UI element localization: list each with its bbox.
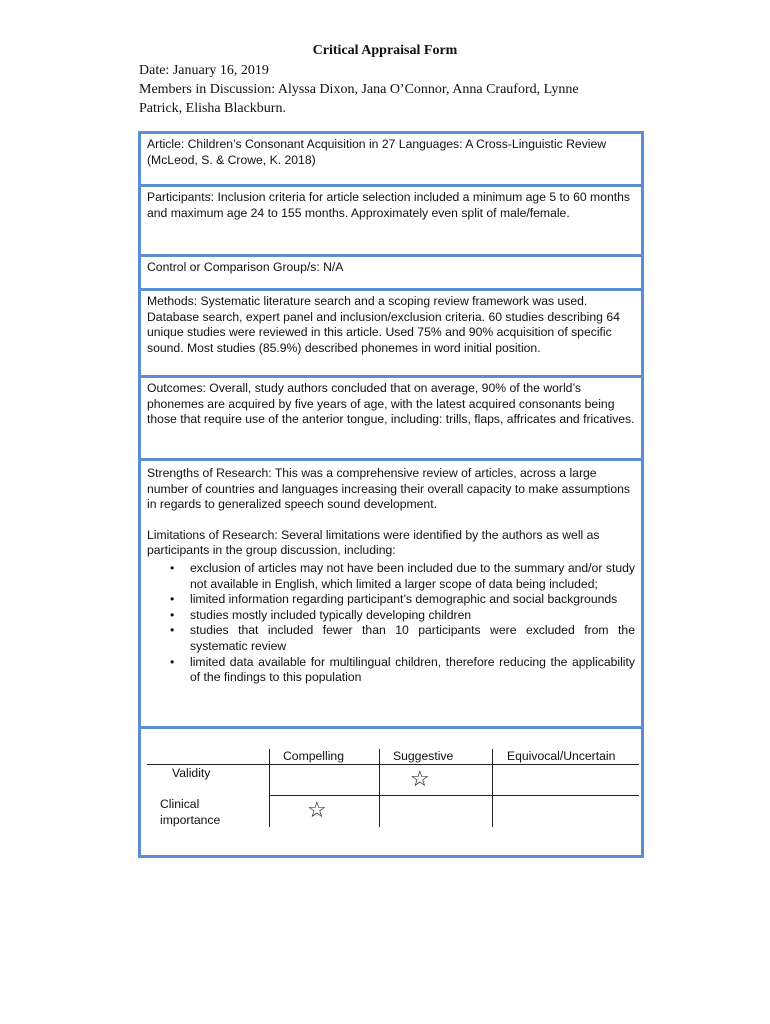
column-header-suggestive: Suggestive — [393, 749, 454, 763]
grid-line — [269, 795, 639, 796]
strengths-limitations-section — [141, 461, 641, 729]
list-item: • exclusion of articles may not have been included due to the summary and/or study not available in English, which limited a larger scope of data being included; — [190, 561, 635, 592]
grid-line — [379, 749, 380, 827]
row-label-clinical-importance: Clinical importance — [160, 797, 221, 827]
methods-section — [141, 291, 641, 378]
grid-line — [492, 749, 493, 827]
members-line-2: Patrick, Elisha Blackburn. — [139, 101, 286, 116]
article-text: Article: Children’s Consonant Acquisition in 27 Languages: A Cross-Linguistic Review (McLeod, S. & Crowe, K. 2018) — [147, 137, 607, 167]
column-header-equivocal: Equivocal/Uncertain — [507, 749, 616, 763]
validity-star-icon: ☆ — [410, 766, 430, 791]
form-header — [139, 61, 639, 118]
limitations-list — [147, 561, 635, 686]
outcomes-section — [141, 378, 641, 461]
date-line: Date: January 16, 2019 — [139, 63, 269, 78]
list-item: • limited data available for multilingual children, therefore reducing the applicability of the findings to this population — [190, 655, 635, 686]
members-line-1: Members in Discussion: Alyssa Dixon, Jana O’Connor, Anna Crauford, Lynne — [139, 82, 579, 97]
control-text: Control or Comparison Group/s: N/A — [147, 260, 344, 274]
rating-grid — [141, 729, 641, 855]
participants-text: Participants: Inclusion criteria for article selection included a minimum age 5 to 60 months and maximum age 24 to 155 months. Approximately even split of male/female. — [147, 190, 630, 220]
row-label-validity: Validity — [172, 766, 211, 780]
strengths-text: Strengths of Research: This was a comprehensive review of articles, across a large number of countries and languages increasing their overall capacity to make assumptions in regards to generalized speech sound development. — [147, 466, 631, 512]
control-section — [141, 257, 641, 291]
limitations-intro: Limitations of Research: Several limitations were identified by the authors as well as participants in the group discussion, including: — [147, 527, 600, 558]
column-header-compelling: Compelling — [283, 749, 344, 763]
appraisal-table — [138, 131, 644, 858]
form-title: Critical Appraisal Form — [312, 43, 458, 58]
methods-text: Methods: Systematic literature search and a scoping review framework was used. Database search, expert panel and inclusion/exclusion criteria. 60 studies describing 64 unique studies were reviewed in this article. Used 75% and 90% acquisition of specific sound. Most studies (85.9%) described phonemes in word initial position. — [147, 294, 620, 355]
list-item: • studies mostly included typically developing children — [190, 608, 635, 624]
list-item: • studies that included fewer than 10 participants were excluded from the systematic review — [190, 623, 635, 654]
outcomes-text: Outcomes: Overall, study authors concluded that on average, 90% of the world’s phonemes are acquired by five years of age, with the latest acquired consonants being those that require use of the anterior tongue, including: trills, flaps, affricates and fricatives. — [147, 381, 635, 427]
article-section — [141, 134, 641, 187]
list-item: • limited information regarding participant’s demographic and social backgrounds — [190, 592, 635, 608]
grid-line — [269, 749, 270, 827]
clinical-importance-star-icon: ☆ — [307, 797, 327, 822]
participants-section — [141, 187, 641, 257]
